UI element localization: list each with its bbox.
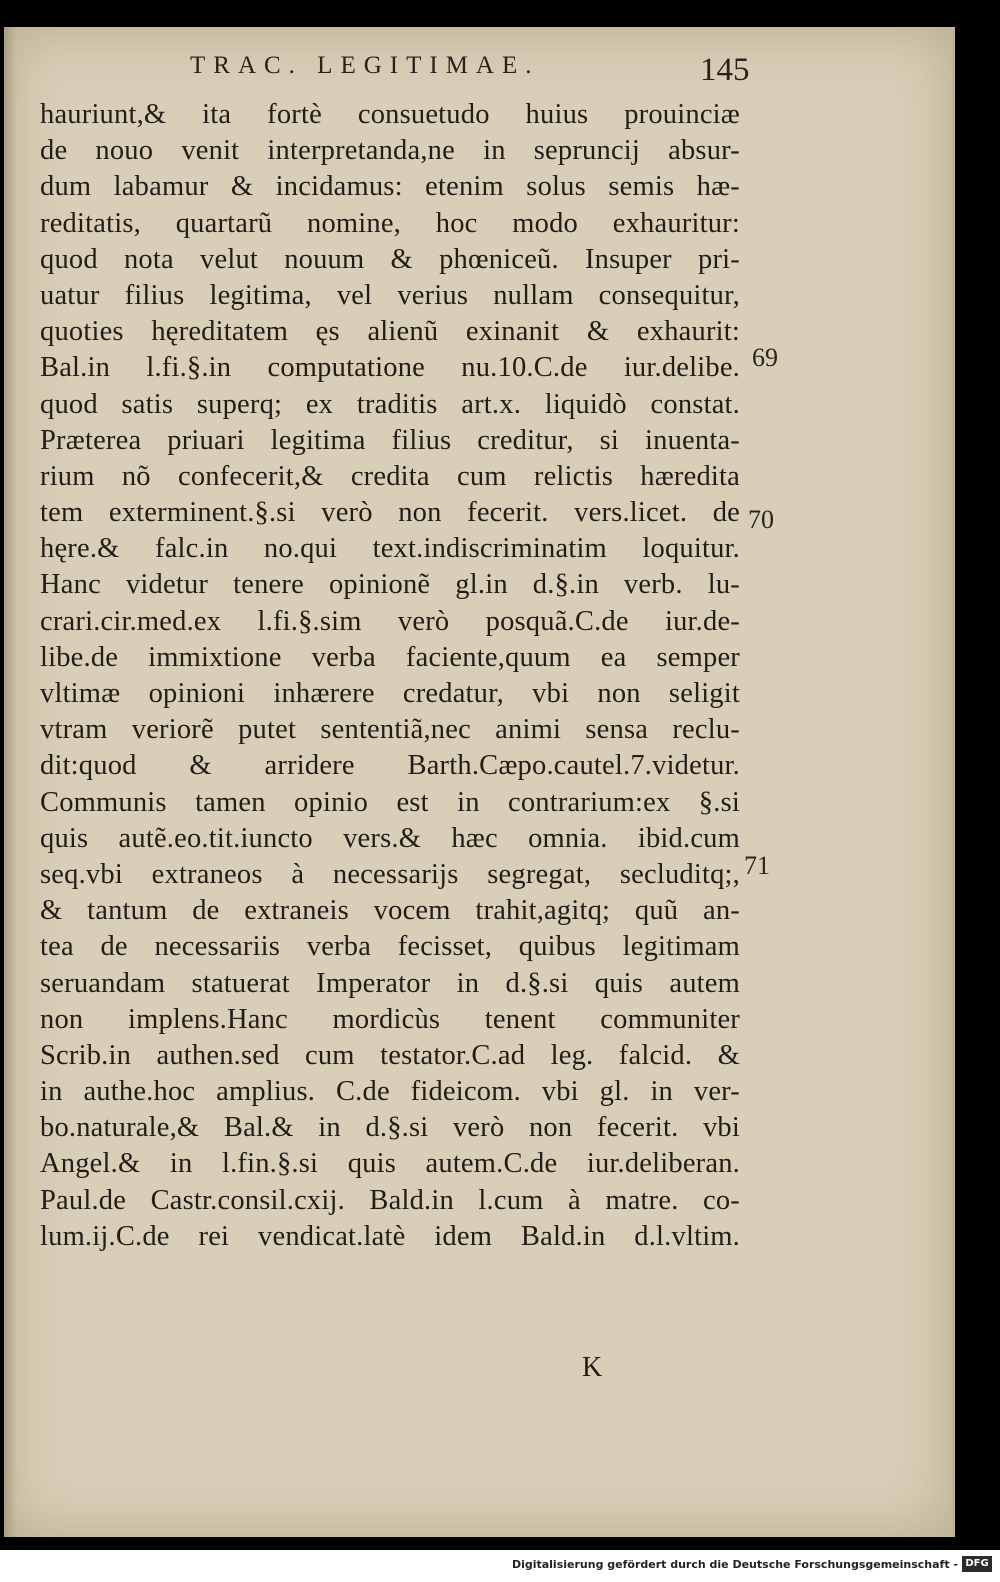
text-line: uatur filius legitima, vel verius nullam consequitur, bbox=[40, 279, 740, 311]
margin-note-number: 69 bbox=[752, 343, 778, 372]
text-line: seruandam statuerat Imperator in d.§.si quis autem bbox=[40, 967, 740, 999]
text-line: quoties hęreditatem ęs alienũ exinanit & exhaurit: bbox=[40, 316, 740, 348]
text-line: hauriunt,& ita fortè consuetudo huius prouinciæ bbox=[40, 99, 740, 130]
margin-note-number: 70 bbox=[748, 505, 774, 534]
text-line: Præterea priuari legitima filius creditur, si inuenta- bbox=[40, 424, 740, 456]
text-line: tem exterminent.§.si verò non fecerit. vers.licet. de bbox=[40, 497, 740, 529]
text-line: Hanc videtur tenere opinionẽ gl.in d.§.in verb. lu- bbox=[40, 569, 740, 601]
text-line: dit:quod & arridere Barth.Cæpo.cautel.7.videtur. bbox=[40, 750, 740, 782]
text-line: rium nõ confecerit,& credita cum relictis hæredita bbox=[40, 460, 740, 492]
dfg-logo: DFG bbox=[962, 1556, 992, 1572]
text-line: & tantum de extraneis vocem trahit,agitq; quũ an- bbox=[40, 895, 740, 927]
running-head: TRAC. LEGITIMAE. bbox=[190, 52, 540, 79]
text-line: dum labamur & incidamus: etenim solus semis hæ- bbox=[40, 171, 740, 203]
text-line: Communis tamen opinio est in contrarium:ex §.si bbox=[40, 786, 740, 818]
text-line: libe.de immixtione verba faciente,quum ea semper bbox=[40, 641, 740, 673]
text-line: vltimæ opinioni inhærere credatur, vbi non seligit bbox=[40, 678, 740, 709]
text-line: quis autẽ.eo.tit.iuncto vers.& hæc omnia. ibid.cum bbox=[40, 822, 740, 854]
text-line: tea de necessariis verba fecisset, quibus legitimam bbox=[40, 931, 740, 963]
text-line: Bal.in l.fi.§.in computatione nu.10.C.de iur.delibe. bbox=[40, 352, 740, 384]
text-line: non implens.Hanc mordicùs tenent communiter bbox=[40, 1003, 740, 1035]
text-line: in authe.hoc amplius. C.de fideicom. vbi gl. in ver- bbox=[40, 1076, 740, 1108]
text-line: lum.ij.C.de rei vendicat.latè idem Bald.in d.l.vltim. bbox=[40, 1220, 740, 1252]
text-line: Angel.& in l.fin.§.si quis autem.C.de iur.deliberan. bbox=[40, 1148, 740, 1180]
text-line: crari.cir.med.ex l.fi.§.sim verò posquã.C.de iur.de- bbox=[40, 605, 740, 637]
body-text bbox=[40, 97, 740, 1255]
text-line: quod satis superq; ex traditis art.x. liquidò constat. bbox=[40, 388, 740, 420]
text-line: Paul.de Castr.consil.cxij. Bald.in l.cum à matre. co- bbox=[40, 1184, 740, 1216]
funding-credit: Digitalisierung gefördert durch die Deutsche Forschungsgemeinschaft - bbox=[511, 1558, 958, 1571]
text-line: reditatis, quartarũ nomine, hoc modo exhauritur: bbox=[40, 207, 740, 239]
text-line: Scrib.in authen.sed cum testator.C.ad leg. falcid. & bbox=[40, 1039, 740, 1071]
page-number: 145 bbox=[700, 52, 750, 88]
text-line: seq.vbi extraneos à necessarijs segregat, secluditq;, bbox=[40, 858, 740, 890]
text-line: hęre.& falc.in no.qui text.indiscriminatim loquitur. bbox=[40, 533, 740, 565]
text-line: quod nota velut nouum & phœniceũ. Insuper pri- bbox=[40, 243, 740, 275]
page-gutter-shadow bbox=[4, 27, 16, 1537]
text-line: bo.naturale,& Bal.& in d.§.si verò non fecerit. vbi bbox=[40, 1112, 740, 1144]
margin-note-number: 71 bbox=[744, 851, 770, 880]
text-line: de nouo venit interpretanda,ne in sepruncij absur- bbox=[40, 135, 740, 167]
text-line: vtram veriorẽ putet sententiã,nec animi sensa reclu- bbox=[40, 714, 740, 746]
catchword: K bbox=[582, 1352, 603, 1383]
